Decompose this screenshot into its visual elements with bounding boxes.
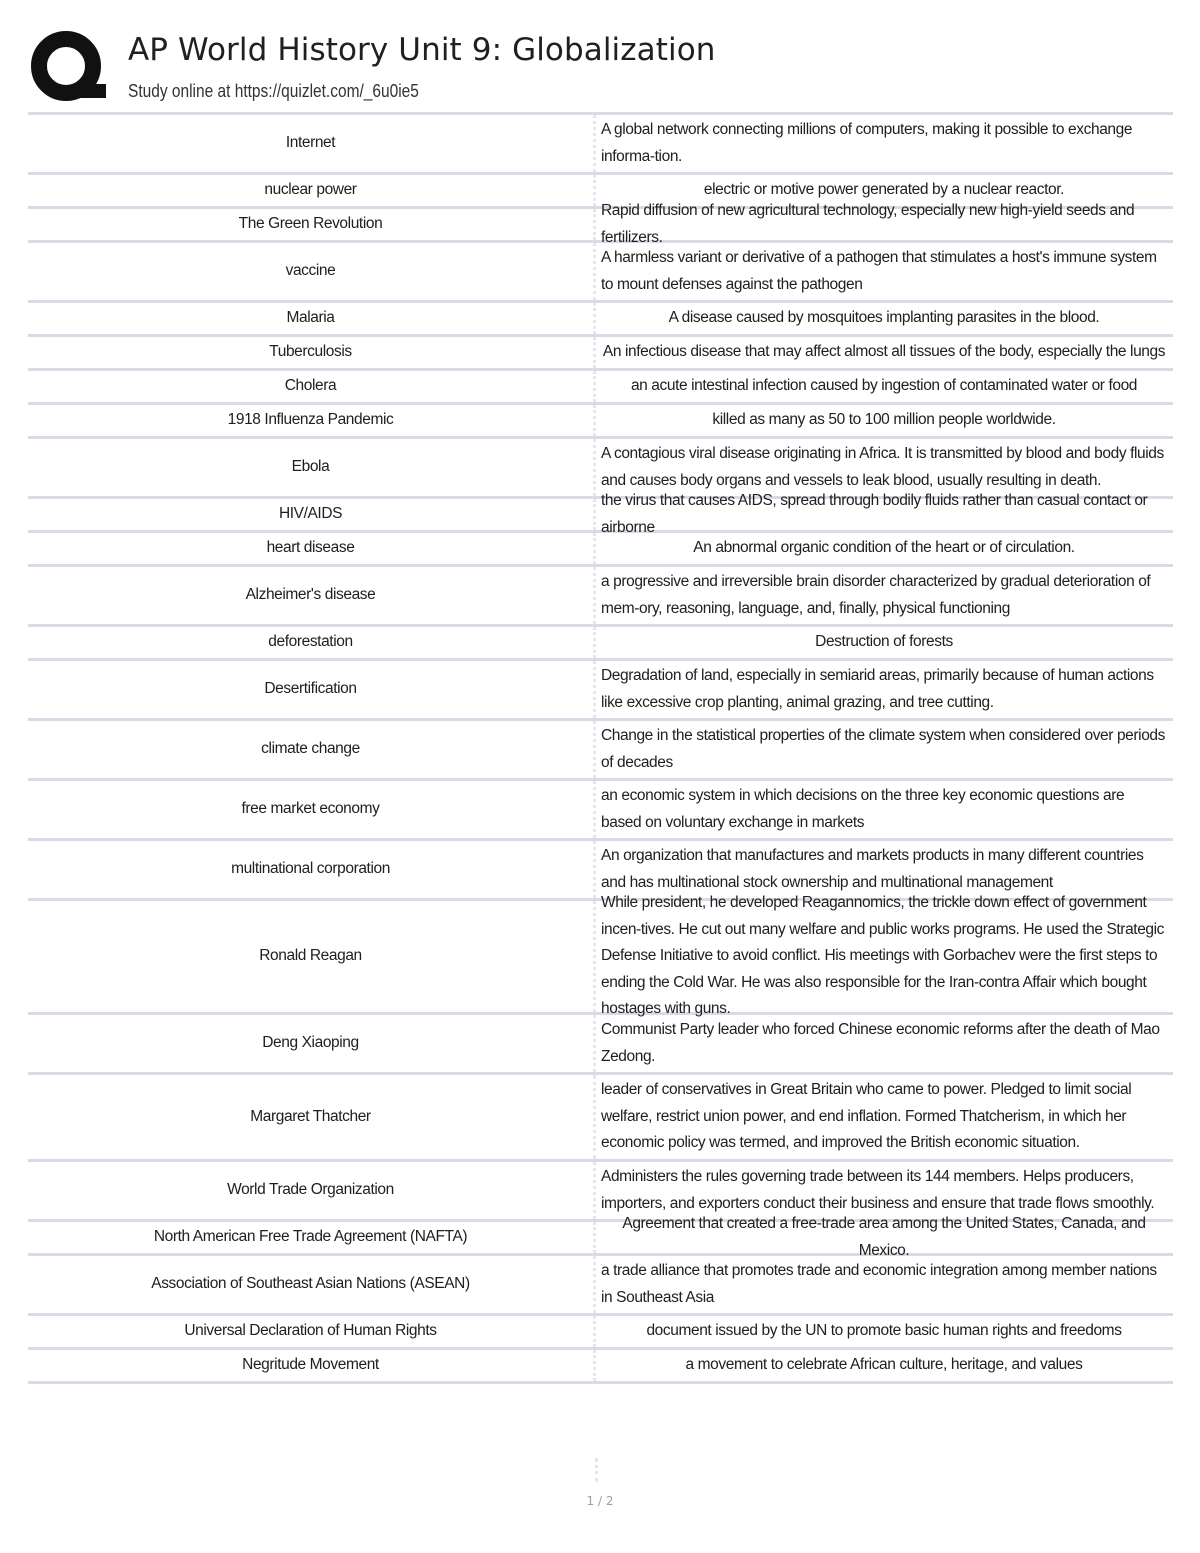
term-row (28, 1015, 1173, 1075)
term-text: Margaret Thatcher (250, 1107, 371, 1125)
term-cell (28, 781, 596, 838)
term-cell (28, 533, 596, 564)
definition-text: killed as many as 50 to 100 million people worldwide. (712, 411, 1056, 429)
definition-text: Change in the statistical properties of the climate system when considered over periods of decades (601, 727, 1165, 771)
definition-text: An infectious disease that may affect almost all tissues of the body, especially the lungs (602, 343, 1166, 361)
definition-text: Administers the rules governing trade between its 144 members. Helps producers, importers, and exporters conduct their business and ensure that trade flows smoothly. (601, 1168, 1155, 1212)
term-row (28, 721, 1173, 781)
term-cell (28, 405, 596, 436)
definition-cell (596, 1350, 1173, 1381)
term-text: Ebola (291, 458, 330, 476)
definition-text: While president, he developed Reagannomics, the trickle down effect of government incen-tives. He cut out many welfare and public works programs. He used the Strategic Defense Initiative to avoid conflict. His meetings with Gorbachev were the first steps to ending the Cold War. He was also responsible for the Iran-contra Affair which bought hostages with guns. (601, 894, 1165, 1018)
definition-cell (596, 781, 1173, 838)
definition-text: A contagious viral disease originating in Africa. It is transmitted by blood and body fluids and causes body organs and vessels to leak blood, usually resulting in death. (601, 445, 1164, 489)
term-cell (28, 1015, 596, 1072)
definition-text: a progressive and irreversible brain disorder characterized by gradual deterioration of mem-ory, reasoning, language, and, finally, physical functioning (601, 573, 1151, 617)
definition-cell (596, 721, 1173, 778)
term-row (28, 627, 1173, 661)
page-title: AP World History Unit 9: Globalization (128, 32, 716, 68)
definition-cell (596, 1215, 1173, 1259)
term-cell (28, 209, 596, 240)
term-cell (28, 1316, 596, 1347)
term-row (28, 1075, 1173, 1162)
term-text: deforestation (268, 633, 353, 651)
definition-cell (596, 1075, 1173, 1159)
term-row (28, 1256, 1173, 1316)
term-cell (28, 841, 596, 898)
definition-text: Degradation of land, especially in semiarid areas, primarily because of human actions like excessive crop planting, animal grazing, and tree cutting. (601, 667, 1154, 711)
column-divider-trail (595, 1458, 601, 1482)
definition-text: leader of conservatives in Great Britain who came to power. Pledged to limit social welfare, restrict union power, and end inflation. Formed Thatcherism, in which her economic policy was termed, and improved the British economic situation. (601, 1081, 1132, 1152)
term-text: Universal Declaration of Human Rights (184, 1322, 437, 1340)
definition-text: an economic system in which decisions on the three key economic questions are based on voluntary exchange in markets (601, 787, 1125, 831)
term-text: Tuberculosis (269, 343, 352, 361)
term-cell (28, 175, 596, 206)
term-text: North American Free Trade Agreement (NAFTA) (153, 1228, 468, 1246)
definition-cell (596, 1316, 1173, 1347)
term-row (28, 1215, 1173, 1259)
definition-cell (596, 492, 1173, 536)
term-cell (28, 499, 596, 530)
term-row (28, 243, 1173, 303)
term-cell (28, 371, 596, 402)
definition-cell (596, 303, 1173, 334)
definition-cell (596, 115, 1173, 172)
term-cell (28, 661, 596, 718)
term-cell (28, 1075, 596, 1159)
term-text: Cholera (284, 377, 337, 395)
term-row (28, 405, 1173, 439)
term-cell (28, 1162, 596, 1219)
definition-text: An abnormal organic condition of the heart or of circulation. (693, 539, 1075, 557)
term-cell (28, 901, 596, 1012)
term-text: nuclear power (264, 181, 357, 199)
definition-cell (596, 533, 1173, 564)
page-header (30, 30, 1170, 110)
term-row (28, 337, 1173, 371)
term-text: Alzheimer's disease (245, 586, 376, 604)
term-text: World Trade Organization (227, 1181, 394, 1199)
page-number: 1 / 2 (586, 1494, 614, 1508)
definition-cell (596, 567, 1173, 624)
definition-cell (596, 202, 1173, 246)
definition-cell (596, 337, 1173, 368)
term-cell (28, 337, 596, 368)
terms-table (28, 112, 1173, 1384)
term-cell (28, 439, 596, 496)
term-row (28, 1316, 1173, 1350)
study-online-link[interactable]: Study online at https://quizlet.com/_6u0ie5 (128, 81, 419, 101)
definition-cell (596, 894, 1173, 1018)
term-cell (28, 303, 596, 334)
definition-text: A global network connecting millions of computers, making it possible to exchange informa-tion. (601, 121, 1133, 165)
term-text: The Green Revolution (238, 215, 383, 233)
term-text: 1918 Influenza Pandemic (227, 411, 394, 429)
term-row (28, 781, 1173, 841)
definition-text: an acute intestinal infection caused by ingestion of contaminated water or food (630, 377, 1138, 395)
definition-cell (596, 661, 1173, 718)
definition-cell (596, 1015, 1173, 1072)
term-text: Desertification (264, 680, 357, 698)
definition-cell (596, 243, 1173, 300)
definition-text: Rapid diffusion of new agricultural technology, especially new high-yield seeds and fertilizers. (601, 202, 1135, 246)
term-text: multinational corporation (231, 860, 390, 878)
term-text: free market economy (241, 800, 380, 818)
definition-text: A harmless variant or derivative of a pathogen that stimulates a host's immune system to mount defenses against the pathogen (601, 249, 1157, 293)
term-cell (28, 1256, 596, 1313)
term-text: Internet (285, 134, 336, 152)
definition-text: Destruction of forests (815, 633, 953, 651)
term-cell (28, 721, 596, 778)
definition-text: Agreement that created a free-trade area among the United States, Canada, and Mexico. (622, 1215, 1146, 1259)
term-row (28, 303, 1173, 337)
term-row (28, 202, 1173, 246)
term-row (28, 533, 1173, 567)
definition-text: A disease caused by mosquitoes implanting parasites in the blood. (668, 309, 1100, 327)
term-row (28, 894, 1173, 1018)
term-row (28, 492, 1173, 536)
definition-text: a trade alliance that promotes trade and economic integration among member nations in Southeast Asia (601, 1262, 1157, 1306)
term-row (28, 661, 1173, 721)
definition-text: Communist Party leader who forced Chinese economic reforms after the death of Mao Zedong. (601, 1021, 1160, 1065)
definition-text: An organization that manufactures and markets products in many different countries and has multinational stock ownership and multinational management (601, 847, 1144, 891)
term-row (28, 567, 1173, 627)
term-cell (28, 243, 596, 300)
term-text: vaccine (285, 262, 336, 280)
definition-text: document issued by the UN to promote basic human rights and freedoms (646, 1322, 1122, 1340)
term-text: Association of Southeast Asian Nations (ASEAN) (151, 1275, 470, 1293)
definition-cell (596, 371, 1173, 402)
term-text: Negritude Movement (242, 1356, 379, 1374)
term-row (28, 371, 1173, 405)
quizlet-q-logo-icon (30, 30, 106, 106)
term-cell (28, 567, 596, 624)
term-cell (28, 1350, 596, 1381)
term-cell (28, 1222, 596, 1253)
term-text: climate change (261, 740, 360, 758)
term-text: Deng Xiaoping (262, 1034, 359, 1052)
term-cell (28, 115, 596, 172)
term-row (28, 115, 1173, 175)
definition-cell (596, 405, 1173, 436)
term-text: Ronald Reagan (259, 947, 362, 965)
definition-cell (596, 627, 1173, 658)
term-row (28, 1350, 1173, 1384)
term-text: Malaria (286, 309, 335, 327)
definition-text: a movement to celebrate African culture, heritage, and values (685, 1356, 1083, 1374)
definition-text: electric or motive power generated by a nuclear reactor. (703, 181, 1065, 199)
definition-text: the virus that causes AIDS, spread through bodily fluids rather than casual contact or airborne (601, 492, 1148, 536)
term-cell (28, 627, 596, 658)
term-text: HIV/AIDS (278, 505, 343, 523)
term-text: heart disease (266, 539, 355, 557)
definition-cell (596, 1256, 1173, 1313)
